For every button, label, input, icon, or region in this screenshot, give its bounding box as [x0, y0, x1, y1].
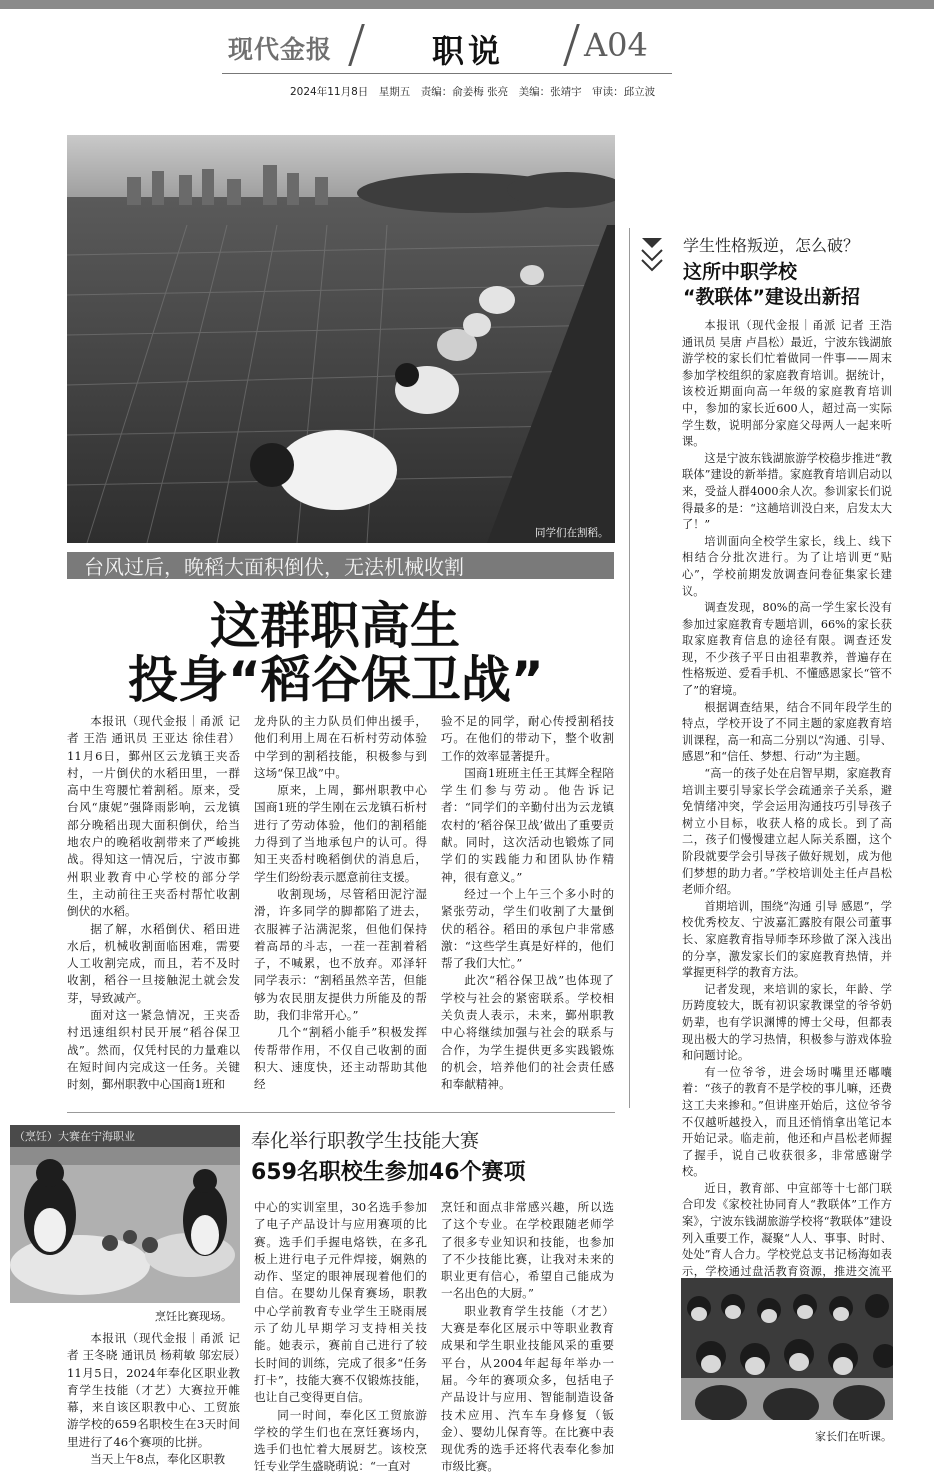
story1-title-line1: 这群职高生 — [210, 597, 460, 655]
story3-col3 — [441, 1199, 614, 1476]
story1-col1-para: 据了解，水稻倒伏、稻田进水后，机械收割面临困难，需要人工收割完成，而且，若不及时收割，稻谷一旦接触泥土就会发芽，导致减产。 — [67, 921, 240, 1005]
story3-col1 — [67, 1330, 240, 1468]
masthead-slash-1 — [348, 24, 365, 66]
story2-body — [682, 318, 892, 1347]
story2-title-line2: “教联体”建设出新招 — [683, 286, 860, 308]
story2-para: 记者发现，来培训的家长，年龄、学历跨度较大，既有初识家教课堂的爷爷奶奶辈，也有学识渊博的博士父母，但都表现出极大的学习热情，积极参与游戏体验和问题讨论。 — [682, 982, 892, 1063]
story2-para: 有一位爷爷，进会场时嘴里还嘟囔着：“孩子的教育不是学校的事儿嘛，还费这工夫来掺和。”但讲座开始后，这位爷爷不仅越听越投入，而且还悄悄拿出笔记本开始记录。临走前，他还和卢昌松老师握了握手，说自己收获很多，非常感谢学校。 — [682, 1065, 892, 1179]
story1-col1 — [67, 713, 240, 1094]
paper-name: 现代金报 — [228, 35, 333, 64]
story2-para: 首期培训，围绕“沟通 引导 感恩”，学校优秀校友、宁波嘉汇露胶有限公司董事长、家庭教育指导师李环珍做了深入浅出的分享，激发家长们的家庭教育热情，并掌握更科学的教育方法。 — [682, 899, 892, 980]
story1-col3-para: 国商1班班主任王其辉全程陪学生们参与劳动。他告诉记者：“同学们的辛勤付出为云龙镇农村的‘稻谷保卫战’做出了重要贡献。同时，这次活动也锻炼了同学们的实践能力和团队协作精神，很有意义。” — [441, 765, 614, 884]
story1-col3-para: 此次“稻谷保卫战”也体现了学校与社会的紧密联系。学校相关负责人表示，未来，鄞州职教中心将继续加强与社会的联系与合作，为学生提供更多实践锻炼的机会，培养他们的社会责任感和奉献精神。 — [441, 973, 614, 1092]
harvest-photo-caption: 同学们在割稻。 — [535, 527, 609, 539]
story1-col2-para: 原来，上周，鄞州职教中心国商1班的学生刚在云龙镇石析村进行了劳动体验，他们的割稻能力得到了当地承包户的认可。得知王夹岙村晚稻倒伏的消息后，学生们纷纷表示愿意前往支援。 — [254, 783, 427, 884]
audience-image — [681, 1278, 893, 1420]
story3-col3-para: 烹饪和面点非常感兴趣，所以选了这个专业。在学校跟随老师学了很多专业知识和技能，也参加了不少技能比赛，让我对未来的职业更有信心，希望自己能成为一名出色的大厨。” — [441, 1200, 614, 1301]
story3-col2-para: 中心的实训室里，30名选手参加了电子产品设计与应用赛项的比赛。选手们手握电烙铁，在多孔板上进行电子元件焊接，娴熟的动作、坚定的眼神展现着他们的自信。在婴幼儿保育赛场，职教中心学前教育专业学生王晓雨展示了幼儿早期学习支持相关技能。她表示，赛前自己进行了较长时间的训练，完成了很多“任务打卡”，技能大赛不仅锻炼技能，也让自己变得更自信。 — [254, 1200, 427, 1405]
story1-col2 — [254, 713, 427, 1094]
story3-col2 — [254, 1199, 427, 1476]
story1-col2-para: 收割现场，尽管稻田泥泞湿滑，许多同学的脚都陷了进去，衣服裤子沾满泥浆，但他们保持着高昂的斗志，一茬一茬割着稻子，不喊累，也不放弃。邓泽轩同学表示：“割稻虽然辛苦，但能够为农民朋友提供力所能及的帮助，我们非常开心。” — [254, 886, 427, 1023]
story1-col2-para: 几个“割稻小能手”积极发挥传帮带作用，不仅自己收割的面积大、速度快，还主动帮助其他经 — [254, 1025, 427, 1092]
parents-photo-caption: 家长们在听课。 — [815, 1430, 892, 1443]
story1-col3-para: 经过一个上午三个多小时的紧张劳动，学生们收割了大量倒伏的稻谷。稻田的承包户非常感激：“这些学生真是好样的，他们帮了我们大忙。” — [441, 886, 614, 971]
story1-col2-para: 龙舟队的主力队员们伸出援手，他们利用上周在石析村劳动体验中学到的割稻技能，积极参与到这场“保卫战”中。 — [254, 714, 427, 780]
story3-title-line2: 659名职校生参加46个赛项 — [251, 1160, 526, 1185]
story1-col3 — [441, 713, 614, 1094]
masthead-rule — [222, 73, 672, 74]
story3-title-line1: 奉化举行职教学生技能大赛 — [251, 1130, 480, 1152]
story3-col1-para: 本报讯（现代金报｜甬派 记者 王冬晓 通讯员 杨莉敏 邬宏辰）11月5日，2024年奉化区职业教育学生技能（才艺）大赛拉开帷幕，来自该区职教中心、工贸旅游学校的659名职校生在3天时间里进行了46个赛项的比拼。 — [67, 1331, 240, 1449]
column-divider — [629, 228, 630, 1108]
masthead — [0, 0, 934, 110]
story1-title-line2: 投身“稻谷保卫战” — [128, 651, 544, 709]
story2-para: 调查发现，80%的高一学生家长没有参加过家庭教育专题培训，66%的家长获取家庭教育信息的途径有限。调查还发现，不少孩子平日由祖辈教养，普遍存在性格叛逆、爱看手机、不懂感恩家长“管不了”的窘境。 — [682, 601, 892, 698]
harvest-photo — [67, 135, 615, 543]
rice-field-image — [67, 135, 615, 543]
section-name: 职说 — [432, 32, 505, 70]
parents-photo — [681, 1278, 893, 1420]
story1-subtitle: 台风过后，晚稻大面积倒伏，无法机械收割 — [84, 555, 464, 579]
story2-para: “高一的孩子处在启智早期，家庭教育培训主要引导家长学会疏通亲子关系，避免情绪冲突，学会运用沟通技巧引导孩子树立小目标，收获人格的成长。到了高二，孩子们慢慢建立起人际关系圈，这个阶段就要学会引导孩子做好规划，成为他们梦想的助力者。”学校培训处主任卢昌松老师介绍。 — [682, 767, 892, 897]
story1-col3-para: 验不足的同学，耐心传授割稻技巧。在他们的带动下，整个收割工作的效率显著提升。 — [441, 714, 614, 763]
page-number: A04 — [584, 26, 648, 64]
masthead-slash-2 — [563, 24, 580, 66]
story2-para: 本报讯（现代金报｜甬派 记者 王浩 通讯员 吴唐 卢昌松）最近，宁波东钱湖旅游学校的家长们忙着做同一件事——周末参加学校组织的家庭教育培训。据统计，该校近期面向高一年级的家庭教育培训中，参加的家长近600人，超过高一实际学生数，说明部分家庭父母两人一起来听课。 — [682, 319, 892, 449]
cooking-photo-banner: （烹饪）大赛在宁海职业 — [14, 1130, 135, 1143]
story2-para: 这是宁波东钱湖旅游学校稳步推进“教联体”建设的新举措。家庭教育培训启动以来，受益人群4000余人次。参训家长们说得最多的是：“这趟培训没白来，启发太大了！” — [682, 451, 892, 532]
story3-col3-para: 职业教育学生技能（才艺）大赛是奉化区展示中等职业教育成果和学生职业技能风采的重要平台，从2004年起每年举办一届。今年的赛项众多，包括电子产品设计与应用、智能制造设备技术应用、汽车车身修复（钣金）、婴幼儿保育等。在比赛中表现优秀的选手还将代表奉化参加市级比赛。 — [441, 1303, 614, 1474]
cooking-photo — [10, 1125, 240, 1303]
story3-col2-para: 同一时间，奉化区工贸旅游学校的学生们也在烹饪赛场内，选手们也忙着大展厨艺。该校烹饪专业学生盛晓萌说：“一直对 — [254, 1407, 427, 1474]
story2-title-line1: 这所中职学校 — [683, 261, 798, 283]
story1-col1-para: 本报讯（现代金报｜甬派 记者 王浩 通讯员 王亚达 徐佳君）11月6日，鄞州区云龙镇王夹岙村，一片倒伏的水稻田里，一群高中生弯腰忙着割稻。原来，受台风“康妮”强降雨影响，云龙镇部分晚稻出现大面积倒伏，给当地农户的晚稻收割带来了严峻挑战。得知这一情况后，宁波市鄞州职业教育中心学校的部分学生，主动前往王夹岙村帮忙收割倒伏的水稻。 — [67, 714, 240, 919]
story2-para: 根据调查结果，结合不同年段学生的特点，学校开设了不同主题的家庭教育培训课程，高一和高二分别以“沟通、引导、感恩”和“信任、梦想、行动”为主题。 — [682, 700, 892, 764]
cooking-contest-image — [10, 1125, 240, 1303]
story3-col1-para: 当天上午8点，奉化区职教 — [90, 1452, 226, 1467]
story1-col1-para: 面对这一紧急情况，王夹岙村迅速组织村民开展“稻谷保卫战”。然而，仅凭村民的力量难以在短时间内完成这一任务。关键时刻，鄞州职教中心国商1班和 — [67, 1008, 240, 1092]
section-divider — [67, 1112, 615, 1113]
dateline: 2024年11月8日 星期五 责编：俞姜梅 张亮 美编：张靖宇 审读：邱立波 — [290, 86, 656, 98]
chevron-down-icon — [640, 236, 664, 276]
story2-para: 近日，教育部、中宣部等十七部门联合印发《家校社协同育人“教联体”工作方案》，宁波东钱湖旅游学校将“教联体”建设列入重要工作，凝聚“人人、事事、时时、处处”育人合力。学校党总支书记杨海如表示，学校通过盘活教育资源，推进交流平 — [682, 1181, 892, 1278]
story2-kicker: 学生性格叛逆，怎么破？ — [683, 236, 860, 255]
cooking-photo-caption: 烹饪比赛现场。 — [155, 1310, 232, 1323]
story2-para: 培训面向全校学生家长，线上、线下相结合分批次进行。为了让培训更“贴心”，学校前期发放调查问卷征集家长建议。 — [682, 534, 892, 598]
